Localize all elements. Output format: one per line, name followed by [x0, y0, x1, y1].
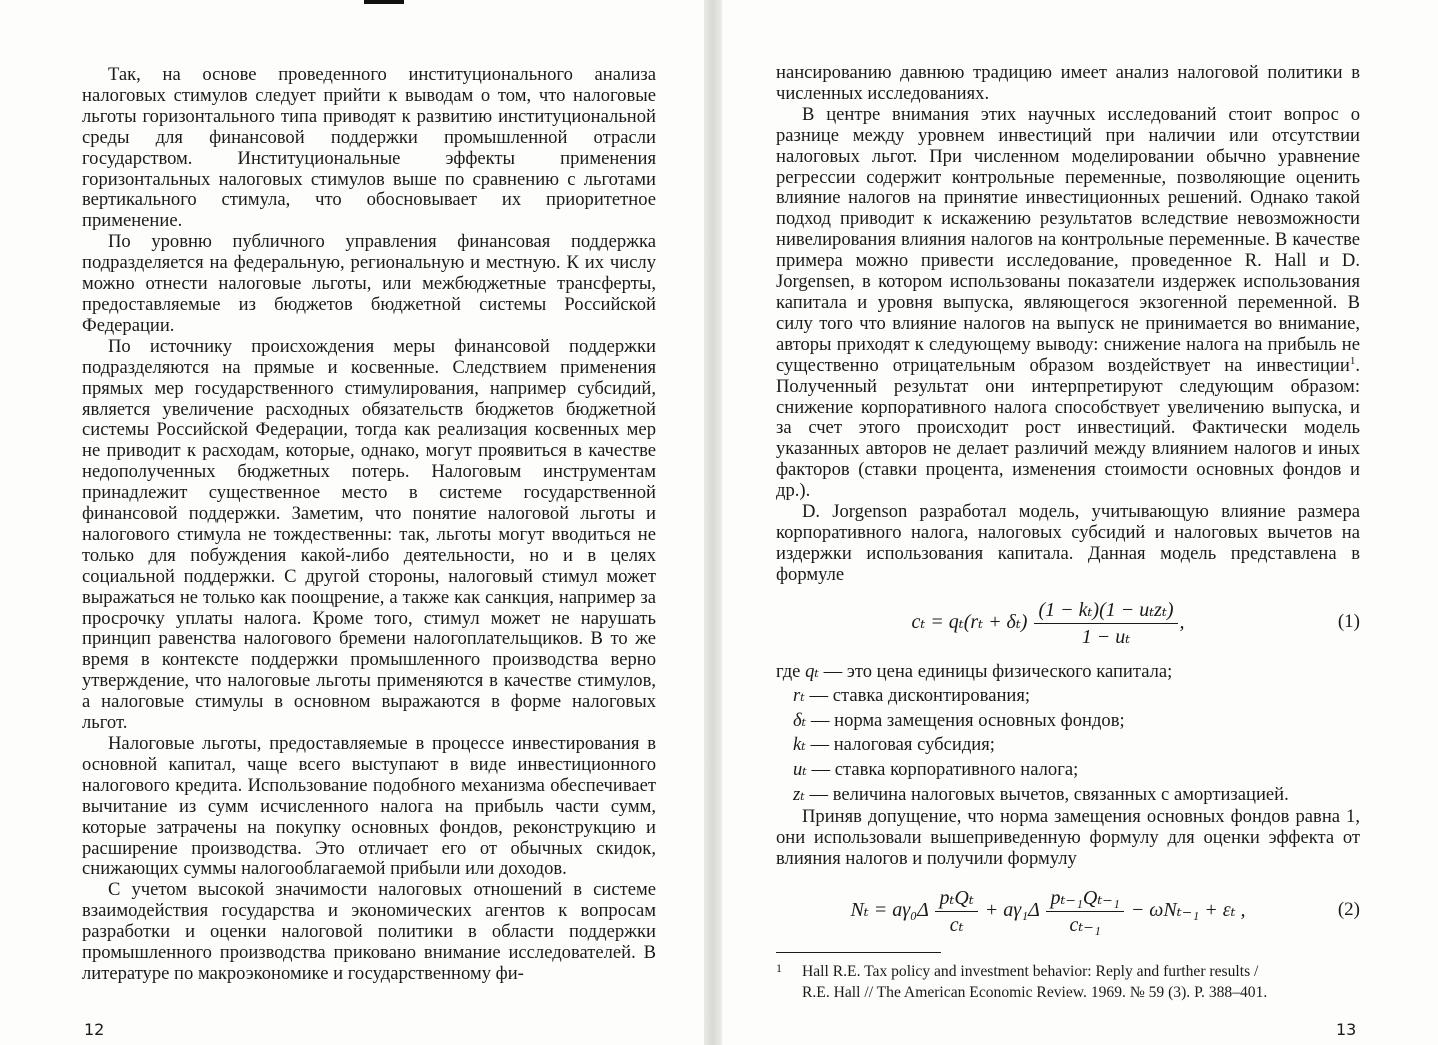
formula-2: [776, 880, 1360, 940]
formula-1-lhs: cₜ = qₜ(rₜ + δₜ): [911, 610, 1028, 633]
formula-2-tail: − ωNₜ₋₁ + εₜ ,: [1130, 898, 1246, 921]
formula-2-fraction-2-denominator: cₜ₋₁: [1069, 913, 1101, 936]
formula-1-tail: ,: [1179, 610, 1185, 633]
book-gutter: [704, 0, 722, 1045]
formula-2-fraction-2-numerator: pₜ₋₁Qₜ₋₁: [1046, 885, 1123, 912]
paragraph-part: В центре внимания этих научных исследований стоит вопрос о разнице между уровнем инвестиций при наличии или отсутствии налоговых льгот. При численном моделировании обычно уравнение регрессии содержит контрольные переменные, позволяющие оценить влияние налогов на принятие инвестиционных решений. Однако такой подход приводит к искажению результатов вследствие невозможности нивелирования влияния налогов на контрольные переменные. В качестве примера можно привести исследование, проведенное R. Hall и D. Jorgensen, в котором использованы показатели издержек использования капитала и уровня выпуска, являющегося экзогенной переменной. В силу того что влияние налогов на выпуск не принимается во внимание, авторы приходят к следующему выводу: снижение налога на прибыль не существенно отрицательным образом воздействует на инвестиции: [776, 103, 1360, 376]
formula-1-denominator: 1 − uₜ: [1081, 625, 1131, 648]
formula-1-numerator: (1 − kₜ)(1 − uₜzₜ): [1034, 597, 1177, 624]
page-number-left: 12: [84, 1020, 105, 1039]
definition-item: [776, 758, 1360, 783]
paragraph: По уровню публичного управления финансовая поддержка подразделяется на федеральную, региональную и местную. К их числу можно отнести налоговые льготы, или межбюджетные трансферты, предоставляемые из бюджетов бюджетной системы Российской Федерации.: [82, 231, 656, 336]
definition-text: — ставка дисконтирования;: [804, 685, 1031, 707]
paragraph: нансированию давнюю традицию имеет анализ налоговой политики в численных исследованиях.: [776, 62, 1360, 104]
paragraph: С учетом высокой значимости налоговых отношений в системе взаимодействия государства и экономических агентов к вопросам разработки и оценки налоговой политики в области поддержки промышленного производства приковано внимание исследователей. В литературе по макроэкономике и государственному фи-: [82, 879, 656, 984]
definition-symbol: δₜ: [793, 709, 807, 731]
definition-item: [776, 684, 1360, 709]
top-mark: [364, 0, 404, 4]
left-page: [0, 0, 704, 1045]
definition-item: [776, 709, 1360, 734]
formula-2-lhs: Nₜ = aγ₀Δ: [850, 898, 929, 921]
right-page-text: [776, 63, 1360, 948]
definition-symbol: qₜ: [805, 660, 819, 682]
definition-symbol: rₜ: [793, 685, 805, 707]
formula-1-expression: [776, 592, 1320, 652]
variable-definitions: [776, 660, 1360, 808]
definition-text: — величина налоговых вычетов, связанных с амортизацией.: [804, 783, 1289, 805]
definition-text: — ставка корпоративного налога;: [806, 759, 1079, 781]
left-page-text: [82, 65, 656, 985]
paragraph: Так, на основе проведенного институционального анализа налоговых стимулов следует прийти к выводам о том, что налоговые льготы горизонтального типа приводят к развитию институциональной среды для финансовой поддержки промышленной отрасли государством. Институциональные эффекты применения горизонтальных налоговых стимулов выше по сравнению с льготами вертикального стимула, что обосновывает их приоритетное применение.: [82, 64, 656, 232]
definition-prefix: где: [776, 660, 806, 682]
definition-item: [776, 660, 1360, 685]
definition-text: — налоговая субсидия;: [805, 734, 995, 756]
paragraph-with-footnote: [776, 105, 1360, 502]
definition-symbol: zₜ: [793, 783, 805, 805]
page-number-right: 13: [1336, 1020, 1357, 1039]
formula-2-fraction-1-numerator: pₜQₜ: [935, 885, 977, 912]
formula-1-fraction: [1034, 597, 1177, 650]
formula-2-fraction-1-denominator: cₜ: [949, 913, 964, 936]
footnote-line: R.E. Hall // The American Economic Review. 1969. № 59 (3). P. 388–401.: [802, 984, 1268, 1001]
definition-item: [776, 733, 1360, 758]
formula-2-expression: [776, 880, 1320, 940]
formula-1-number: (1): [1337, 610, 1360, 632]
definition-text: — норма замещения основных фондов;: [806, 709, 1125, 731]
formula-2-number: (2): [1337, 898, 1360, 920]
definition-item: [776, 783, 1360, 808]
paragraph: Налоговые льготы, предоставляемые в процессе инвестирования в основной капитал, чаще всего выступают в виде инвестиционного налогового кредита. Использование подобного механизма обеспечивает вычитание из сумм исчисленного налога на прибыль части сумм, которые затрачены на покупку основных фондов, реконструкцию и расширение производства. Это отличает его от обычных скидок, снижающих суммы налогооблагаемой прибыли или доходов.: [82, 733, 656, 880]
paragraph-part: . Полученный результат они интерпретируют следующим образом: снижение корпоративного налога способствует увеличению выпуска, и за счет этого происходит рост инвестиций. Фактически модель указанных авторов не делает различий между влиянием налогов и иных факторов (ставки процента, изменения стоимости основных фондов и др.).: [776, 354, 1360, 502]
paragraph: D. Jorgenson разработал модель, учитывающую влияние размера корпоративного налога, налоговых субсидий и налоговых вычетов на издержки использования капитала. Данная модель представлена в формуле: [776, 501, 1360, 585]
definition-text: — это цена единицы физического капитала;: [818, 660, 1173, 682]
paragraph: Приняв допущение, что норма замещения основных фондов равна 1, они использовали вышеприведенную формулу для оценки эффекта от влияния налогов и получили формулу: [776, 806, 1360, 870]
formula-2-middle: + aγ₁Δ: [984, 898, 1040, 921]
paragraph: По источнику происхождения меры финансовой поддержки подразделяются на прямые и косвенные. Следствием применения прямых мер государственного стимулирования, например субсидий, является увеличение расходных обязательств бюджетов бюджетной системы Российской Федерации, тогда как реализация косвенных мер не приводит к расходам, которые, однако, могут проявиться в качестве недополученных бюджетных потерь. Налоговым инструментам принадлежит существенное место в системе государственной финансовой поддержки. Заметим, что понятие налоговой льготы и налогового стимула не тождественны: так, льготы могут вводиться не только для побуждения какой-либо деятельности, но и в целях социальной поддержки. С другой стороны, налоговый стимул может выражаться не только как поощрение, а также как санкция, например за просрочку уплаты налога. Кроме того, стимул может не нарушать принцип равенства налогового бремени налогоплательщиков. В то же время в контексте поддержки промышленного производства верно утверждение, что налоговые льготы применяются в качестве стимулов, а налоговые стимулы в основном выражаются в форме налоговых льгот.: [82, 335, 656, 734]
footnote-divider: [776, 952, 941, 953]
footnote: [776, 961, 1360, 1003]
definition-symbol: kₜ: [793, 734, 806, 756]
footnote-line: Hall R.E. Tax policy and investment behavior: Reply and further results /: [802, 963, 1259, 980]
formula-1: [776, 592, 1360, 652]
formula-2-fraction-2: [1046, 885, 1123, 938]
footnote-mark: 1: [776, 961, 782, 975]
definition-symbol: uₜ: [793, 759, 807, 781]
footnote-reference: 1: [1349, 354, 1356, 367]
right-page: [722, 0, 1438, 1045]
formula-2-fraction-1: [935, 885, 977, 938]
